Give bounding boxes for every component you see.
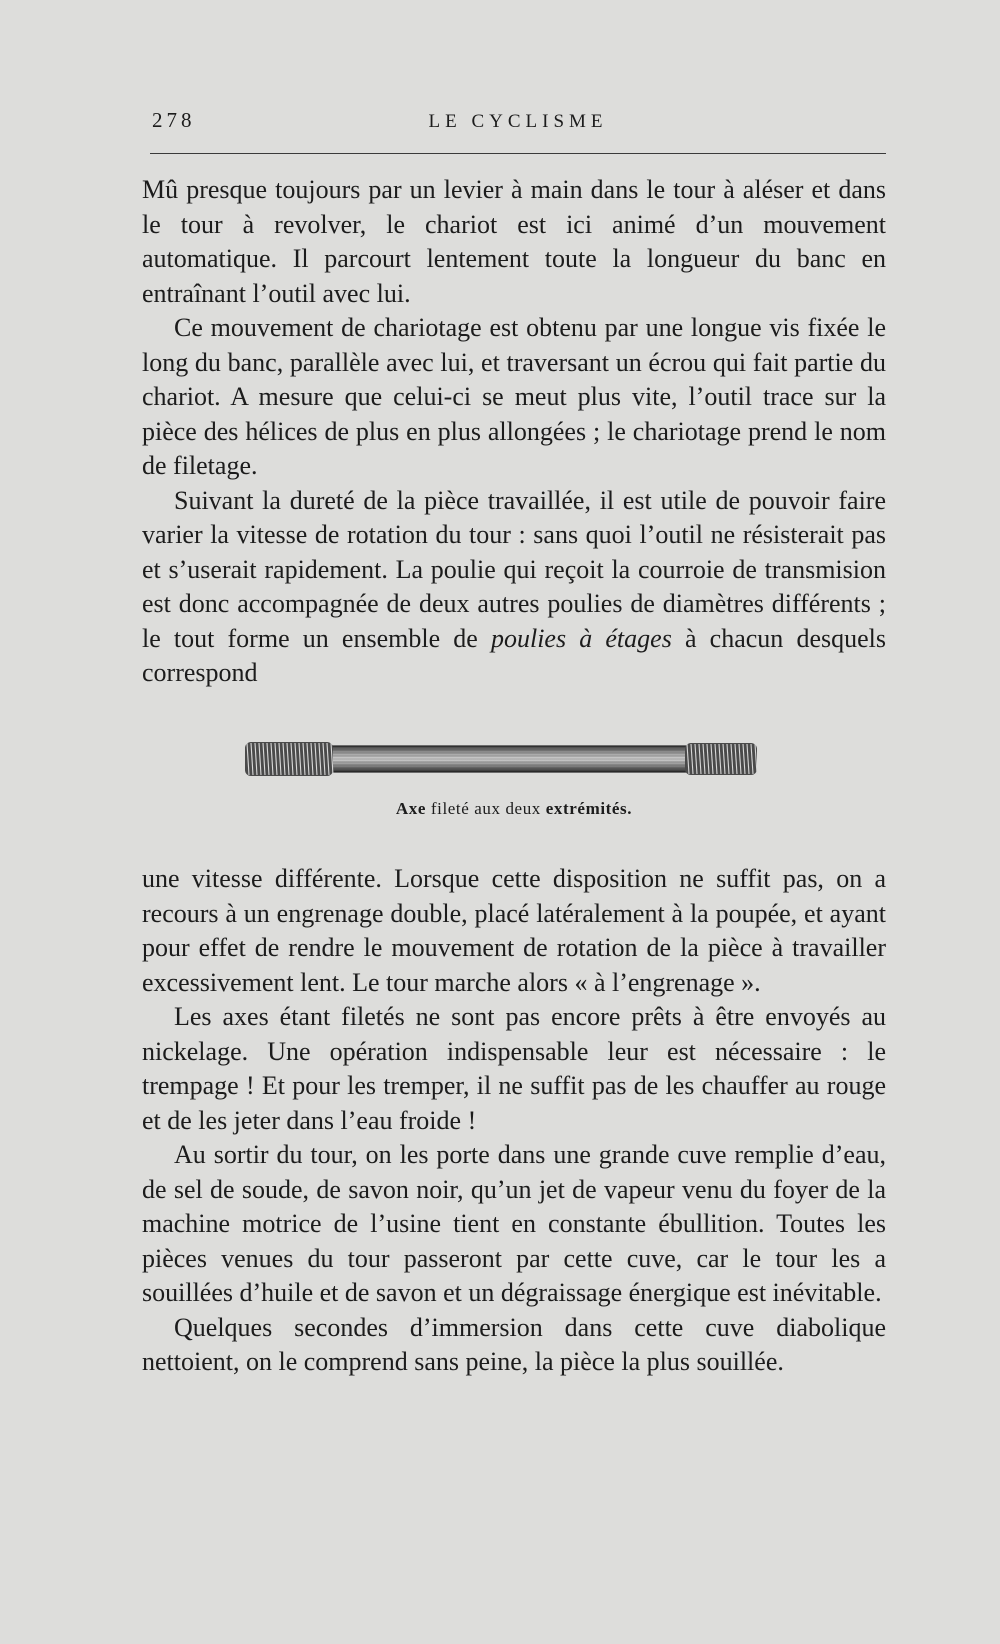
right-thread xyxy=(685,743,757,775)
threaded-axle-drawing xyxy=(245,738,785,780)
paragraph-6: Quelques secondes d’immersion dans cette cuve diabolique nettoient, on le comprend sans peine, la pièce la plus souillée. xyxy=(142,1312,886,1376)
paragraph-1: Mû presque toujours par un levier à main dans le tour à aléser et dans le tour à revolver, le chariot est ici animé d’un mouvement automatique. Il parcourt lentement toute la longueur du banc en entraînant l’outil avec lui. xyxy=(142,175,886,308)
paragraph-continuation: une vitesse différente. Lorsque cette disposition ne suffit pas, on a recours à un engrenage double, placé latéralement à la poupée, et ayant pour effet de rendre le mouvement de rotation de la pièce à travailler excessivement lent. Le tour marche alors « à l’engrenage ». xyxy=(142,864,886,997)
paragraph-5: Au sortir du tour, on les porte dans une grande cuve remplie d’eau, de sel de soude, de savon noir, qu’un jet de vapeur venu du foyer de la machine motrice de l’usine tient en constante ébullition. Toutes les pièces venues du tour passeront par cette cuve, car le tour les a souillées d’huile et de savon et un dégraissage énergique est inévitable. xyxy=(142,1140,886,1307)
running-title: LE CYCLISME xyxy=(428,111,608,132)
caption-word-axe: Axe xyxy=(395,799,426,818)
text-block-top xyxy=(142,173,886,691)
caption-words-aux-deux: aux deux xyxy=(474,799,541,818)
paragraph-3-text-after: à chacun desquels correspond xyxy=(142,623,886,687)
figure-caption xyxy=(142,799,886,819)
paragraph-4: Les axes étant filetés ne sont pas encore prêts à être envoyés au nickelage. Une opération indispensable leur est nécessaire : le trempage ! Et pour les tremper, il ne suffit pas de les chauffer au rouge et de les jeter dans l’eau froide ! xyxy=(142,1002,886,1135)
left-thread xyxy=(245,742,333,776)
caption-word-extremites: extrémités. xyxy=(545,799,633,818)
page-number: 278 xyxy=(152,108,196,132)
paragraph-3-text-before: Suivant la dureté de la pièce travaillée, il est utile de pouvoir faire varier la vitesse de rotation du tour : sans quoi l’outil ne résisterait pas et s’userait rapidement. La poulie qui reçoit la courroie de transmision est donc accompagnée de deux autres poulies de diamètres différents ; le tout forme un ensemble de xyxy=(142,485,886,653)
poulies-a-etages-term: poulies à étages xyxy=(490,623,672,653)
paragraph-3 xyxy=(142,484,886,691)
caption-word-filete: fileté xyxy=(430,799,470,818)
paragraph-2: Ce mouvement de chariotage est obtenu par une longue vis fixée le long du banc, parallèle avec lui, et traversant un écrou qui fait partie du chariot. A mesure que celui-ci se meut plus vite, l’outil trace sur la pièce des hélices de plus en plus allongées ; le chariotage prend le nom de filetage. xyxy=(142,313,886,480)
threaded-axle-illustration xyxy=(245,738,785,780)
running-head xyxy=(150,108,886,138)
text-block-bottom xyxy=(142,862,886,1380)
header-rule xyxy=(150,153,886,154)
